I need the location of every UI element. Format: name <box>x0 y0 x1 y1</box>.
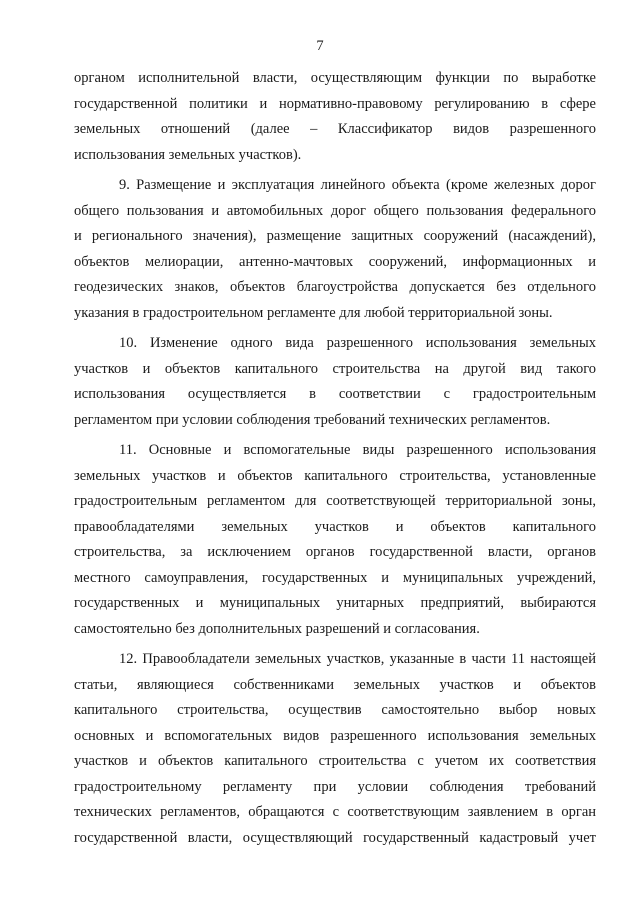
text-line: 12. Правообладатели земельных участков, указанные в части 11 настоящей <box>119 651 597 667</box>
text-line: капитального строительства, осуществив самостоятельно выбор новых <box>74 702 597 718</box>
text-line: 10. Изменение одного вида разрешенного использования земельных <box>119 335 597 351</box>
text-line: геодезических знаков, объектов благоустройства допускается без отдельного <box>74 279 596 295</box>
text-line: земельных участков и объектов капитального строительства, установленные <box>74 467 596 484</box>
text-line: основных и вспомогательных видов разрешенного использования земельных <box>74 727 596 744</box>
text-line: 11. Основные и вспомогательные виды разрешенного использования <box>119 442 596 458</box>
document-body <box>74 66 596 851</box>
text-line: указания в градостроительном регламенте для любой территориальной зоны. <box>74 304 553 321</box>
text-line: государственных и муниципальных унитарных предприятий, выбираются <box>74 595 596 611</box>
page-number: 7 <box>316 38 324 54</box>
text-line: статьи, являющиеся собственниками земельных участков и объектов <box>74 676 596 693</box>
paragraph-item-10 <box>74 331 596 433</box>
text-line: 9. Размещение и эксплуатация линейного объекта (кроме железных дорог <box>119 177 596 193</box>
text-line: градостроительному регламенту при условии соблюдения требований <box>74 778 597 795</box>
text-line: использования осуществляется в соответствии с градостроительным <box>74 386 597 402</box>
text-line: местного самоуправления, государственных и муниципальных учреждений, <box>74 569 597 586</box>
text-line: органом исполнительной власти, осуществляющим функции по выработке <box>74 70 596 86</box>
text-line: самостоятельно без дополнительных разрешений и согласования. <box>74 620 480 637</box>
text-line: правообладателями земельных участков и объектов капитального <box>74 518 597 535</box>
text-line: регламентом при условии соблюдения требований технических регламентов. <box>74 411 551 428</box>
text-line: участков и объектов капитального строительства с учетом их соответствия <box>74 753 597 769</box>
text-line: общего пользования и автомобильных дорог общего пользования федерального <box>74 202 597 219</box>
text-line: объектов мелиорации, антенно-мачтовых сооружений, информационных и <box>74 253 597 270</box>
text-line: использования земельных участков). <box>74 146 302 163</box>
text-line: земельных отношений (далее – Классификатор видов разрешенного <box>74 121 596 137</box>
paragraph-item-11 <box>74 438 596 642</box>
text-line: государственной политики и нормативно-правовому регулированию в сфере <box>74 95 596 112</box>
text-line: и регионального значения), размещение защитных сооружений (насаждений), <box>74 228 596 244</box>
text-line: технических регламентов, обращаются с соответствующим заявлением в орган <box>74 804 597 820</box>
text-line: государственной власти, осуществляющий государственный кадастровый учет <box>74 829 596 846</box>
paragraph-item-12 <box>74 647 596 851</box>
text-line: строительства, за исключением органов государственной власти, органов <box>74 544 597 560</box>
text-line: градостроительным регламентом для соответствующей территориальной зоны, <box>74 493 596 509</box>
paragraph-continuation <box>74 66 596 168</box>
text-line: участков и объектов капитального строительства на другой вид такого <box>74 360 597 377</box>
paragraph-item-9 <box>74 173 596 326</box>
